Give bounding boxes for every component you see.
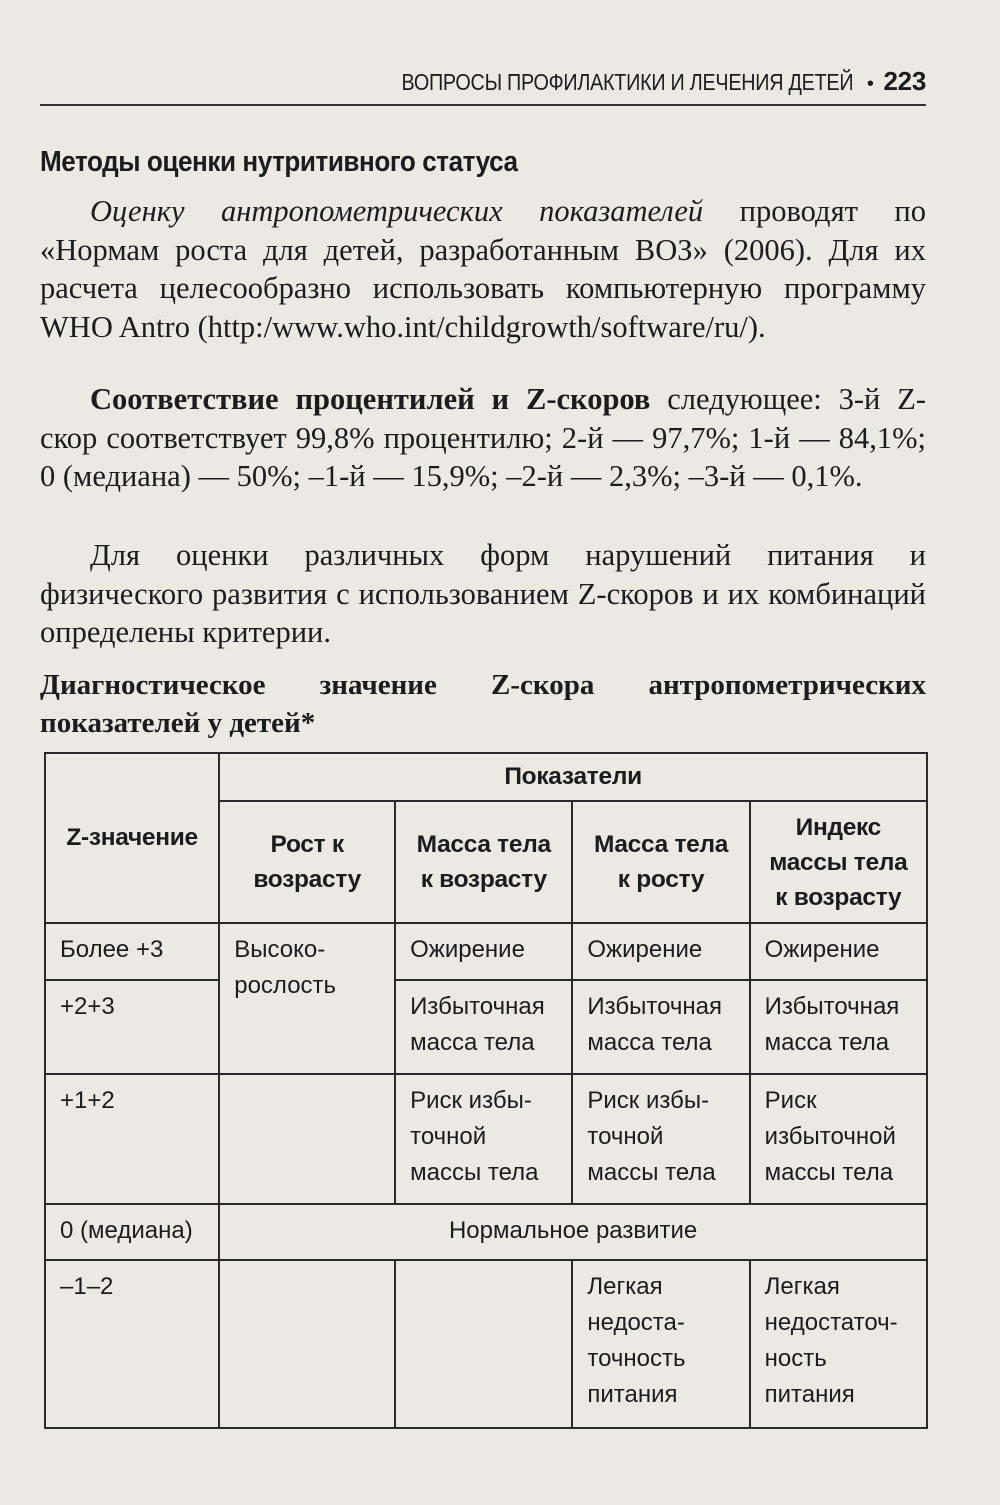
cell-weight-age xyxy=(395,1260,572,1428)
table-row xyxy=(45,1260,927,1428)
cell-height-age xyxy=(219,1260,395,1428)
header-weight-height: Масса тела к росту xyxy=(572,801,749,923)
table-row xyxy=(45,923,927,980)
paragraph-1-text: проводят по «Нормам роста для детей, разработанным ВОЗ» (2006). Для их расчета целесообразно использовать компьютерную программу WHO Antro (http:/www.who.int/childgrowth/software/ru/). xyxy=(40,194,926,344)
table-row xyxy=(45,1204,927,1260)
header-z-value: Z-значение xyxy=(45,753,219,923)
header-bullet: • xyxy=(866,73,874,95)
paragraph-2-bold: Соответствие процентилей и Z-скоров xyxy=(90,382,651,416)
running-header xyxy=(40,66,926,106)
paragraph-2 xyxy=(40,380,926,496)
header-bmi-age: Индекс массы тела к возрасту xyxy=(750,801,927,923)
table-row xyxy=(45,1074,927,1204)
header-weight-age: Масса тела к возрасту xyxy=(395,801,572,923)
running-title: ВОПРОСЫ ПРОФИЛАКТИКИ И ЛЕЧЕНИЯ ДЕТЕЙ xyxy=(401,69,853,95)
section-title: Методы оценки нутритивного статуса xyxy=(40,146,518,178)
paragraph-3: Для оценки различных форм нарушений питания и физического развития с использованием Z-скоров и их комбинаций определены критерии. xyxy=(40,538,926,649)
cell-z: –1–2 xyxy=(45,1260,219,1428)
cell-z: +2+3 xyxy=(45,980,219,1074)
table-row xyxy=(45,980,927,1074)
cell-normal-development: Нормальное развитие xyxy=(219,1204,927,1260)
cell-bmi-age: Ожирение xyxy=(750,923,927,980)
paragraph-1-italic: Оценку антропометрических показателей xyxy=(90,194,704,228)
cell-weight-height: Легкая недоста-точность питания xyxy=(572,1260,749,1428)
cell-weight-height: Риск избы-точной массы тела xyxy=(572,1074,749,1204)
cell-z: +1+2 xyxy=(45,1074,219,1204)
cell-bmi-age: Избыточная масса тела xyxy=(750,980,927,1074)
header-height-age: Рост к возрасту xyxy=(219,801,395,923)
cell-weight-height: Ожирение xyxy=(572,923,749,980)
header-indicators: Показатели xyxy=(219,753,927,801)
paragraph-1 xyxy=(40,192,926,346)
cell-height-age: Высоко-рослость xyxy=(219,923,395,1074)
cell-weight-age: Избыточная масса тела xyxy=(395,980,572,1074)
paragraph-2-text: следующее: 3-й Z-скор соответствует 99,8% процентилю; 2-й — 97,7%; 1-й — 84,1%; 0 (медиана) — 50%; –1-й — 15,9%; –2-й — 2,3%; –3-й — 0,1%. xyxy=(40,382,926,493)
cell-height-age xyxy=(219,1074,395,1204)
page-number: 223 xyxy=(883,66,926,96)
cell-z: Более +3 xyxy=(45,923,219,980)
cell-weight-age: Ожирение xyxy=(395,923,572,980)
cell-z: 0 (медиана) xyxy=(45,1204,219,1260)
table-caption: Диагностическое значение Z-скора антропометрических показателей у детей* xyxy=(40,669,926,739)
cell-bmi-age: Риск избыточной массы тела xyxy=(750,1074,927,1204)
cell-weight-height: Избыточная масса тела xyxy=(572,980,749,1074)
cell-bmi-age: Легкая недостаточ-ность питания xyxy=(750,1260,927,1428)
cell-weight-age: Риск избы-точной массы тела xyxy=(395,1074,572,1204)
z-score-table xyxy=(44,752,928,1429)
